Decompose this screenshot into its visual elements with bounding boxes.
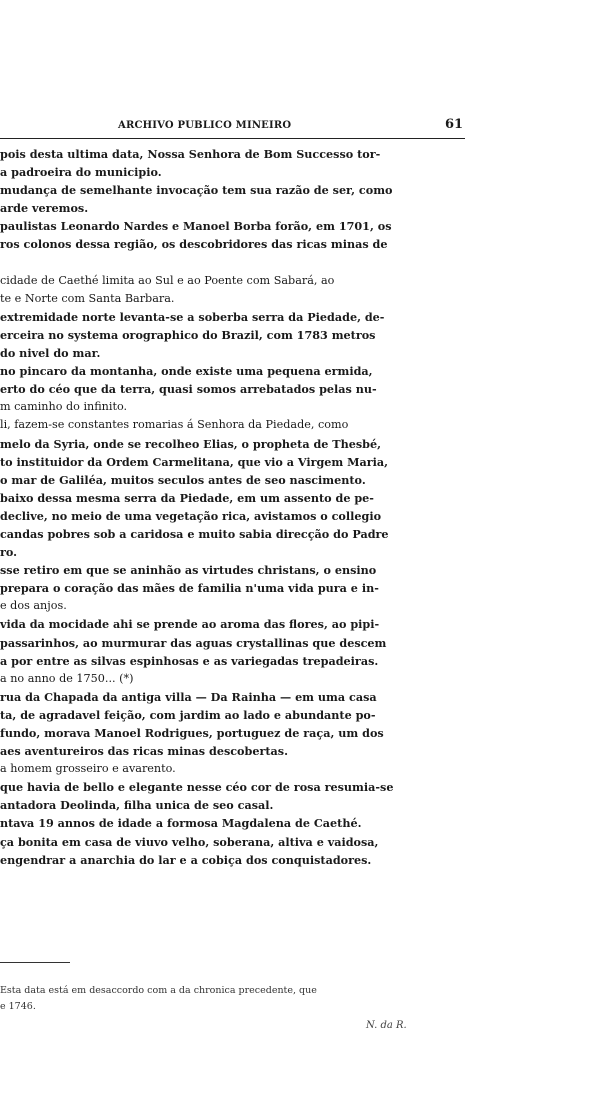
text-line: candas pobres sob a caridosa e muito sabia direcção do Padre	[0, 526, 389, 541]
text-line: fundo, morava Manoel Rodrigues, portuguez de raça, um dos	[0, 726, 384, 740]
text-line: o mar de Galiléa, muitos seculos antes de seo nascimento.	[0, 472, 366, 487]
text-line: passarinhos, ao murmurar das aguas crystallinas que descem	[0, 635, 387, 650]
text-line: m caminho do infinito.	[0, 400, 128, 414]
text-line: antadora Deolinda, filha unica de seo casal.	[0, 798, 274, 813]
text-line: to instituidor da Ordem Carmelitana, que vio a Virgem Maria,	[0, 454, 389, 469]
text-line: erceira no systema orographico do Brazil, com 1783 metros	[0, 327, 376, 342]
text-line: no pincaro da montanha, onde existe uma pequena ermida,	[0, 364, 373, 379]
text-line: engendrar a anarchia do lar e a cobiça dos conquistadores.	[0, 852, 372, 867]
text-line: rua da Chapada da antiga villa — Da Rainha — em uma casa	[0, 689, 377, 704]
text-line: aes aventureiros das ricas minas descobertas.	[0, 744, 288, 759]
text-line: a no anno de 1750... (*)	[0, 671, 134, 685]
text-line: ça bonita em casa de viuvo velho, soberana, altiva e vaidosa,	[0, 834, 379, 849]
footnote-line: Esta data está em desaccordo com a da chronica precedente, que	[0, 985, 317, 996]
text-line: arde veremos.	[0, 201, 89, 216]
text-line: sse retiro em que se aninhão as virtudes christans, o ensino	[0, 563, 377, 578]
header-rule	[0, 138, 465, 139]
body-text	[0, 145, 470, 869]
text-line: ros colonos dessa região, os descobridores das ricas minas de	[0, 237, 388, 252]
footnote-line: e 1746.	[0, 1001, 36, 1012]
text-line: erto do céo que da terra, quasi somos arrebatados pelas nu-	[0, 382, 377, 397]
text-line: li, fazem-se constantes romarias á Senhora da Piedade, como	[0, 418, 349, 432]
text-line: paulistas Leonardo Nardes e Manoel Borba forão, em 1701, os	[0, 219, 392, 234]
text-line	[0, 254, 470, 272]
text-line: do nivel do mar.	[0, 346, 101, 361]
text-line: ntava 19 annos de idade a formosa Magdalena de Caethé.	[0, 816, 362, 831]
text-line: a homem grosseiro e avarento.	[0, 762, 176, 776]
running-title: ARCHIVO PUBLICO MINEIRO	[118, 120, 292, 131]
text-line: a por entre as silvas espinhosas e as variegadas trepadeiras.	[0, 653, 379, 668]
page-number: 61	[445, 117, 464, 132]
text-line: melo da Syria, onde se recolheo Elias, o propheta de Thesbé,	[0, 436, 382, 451]
text-line: te e Norte com Santa Barbara.	[0, 291, 175, 305]
text-line: ro.	[0, 545, 18, 560]
text-line: que havia de bello e elegante nesse céo cor de rosa resumia-se	[0, 780, 394, 795]
text-line: pois desta ultima data, Nossa Senhora de Bom Successo tor-	[0, 147, 381, 161]
text-line: a padroeira do municipio.	[0, 165, 162, 180]
text-line: e dos anjos.	[0, 599, 67, 613]
text-line: extremidade norte levanta-se a soberba serra da Piedade, de-	[0, 309, 385, 324]
text-line: prepara o coração das mães de familia n'uma vida pura e in-	[0, 581, 379, 596]
text-line: ta, de agradavel feição, com jardim ao lado e abundante po-	[0, 707, 376, 722]
footnote-signature: N. da R.	[366, 1020, 407, 1031]
footnote-rule	[0, 962, 70, 963]
text-line: baixo dessa mesma serra da Piedade, em um assento de pe-	[0, 490, 374, 505]
text-line: declive, no meio de uma vegetação rica, avistamos o collegio	[0, 508, 382, 523]
footnote	[0, 983, 470, 1015]
page-header	[0, 117, 470, 139]
text-line: mudança de semelhante invocação tem sua razão de ser, como	[0, 183, 393, 198]
text-line: cidade de Caethé limita ao Sul e ao Poente com Sabará, ao	[0, 273, 335, 287]
text-line: vida da mocidade ahi se prende ao aroma das flores, ao pipi-	[0, 617, 380, 632]
